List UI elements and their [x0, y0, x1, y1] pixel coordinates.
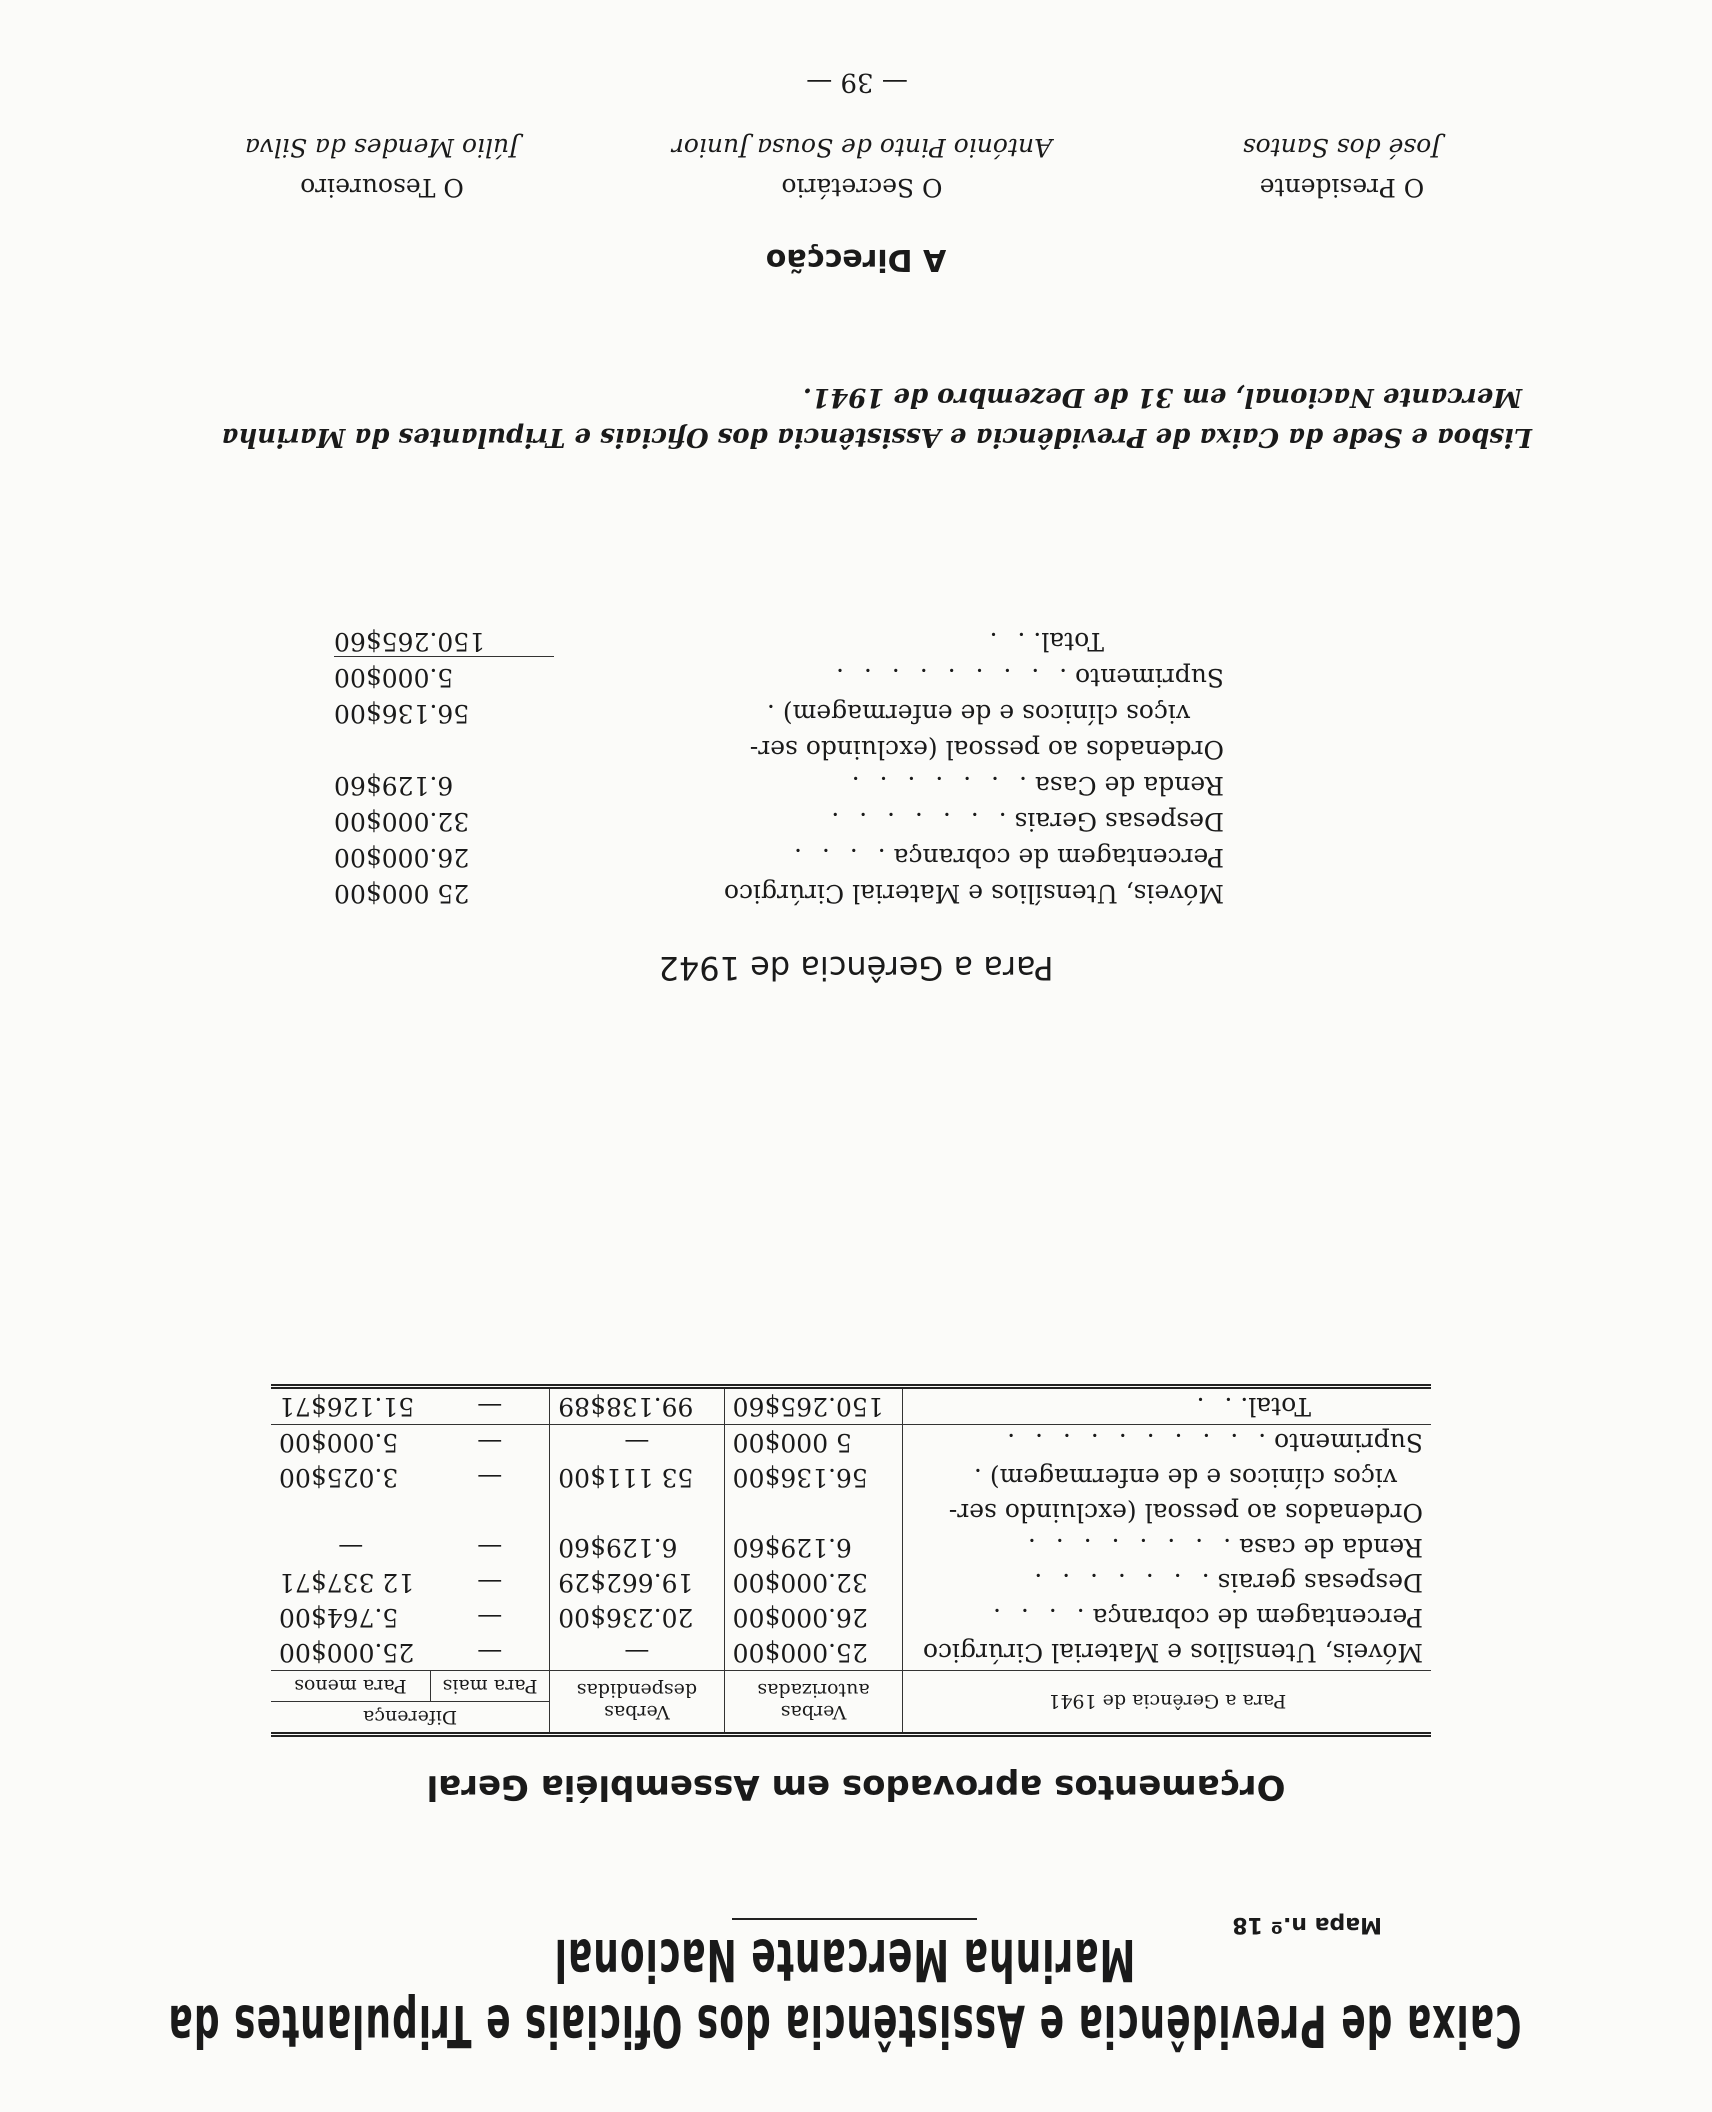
signature-name: António Pinto de Sousa Junior: [671, 133, 1053, 162]
list-item: [334, 876, 1224, 912]
cell-mais: —: [430, 1425, 549, 1461]
row-label: Renda de casa: [1239, 1533, 1423, 1562]
closing-line-2: Mercante Nacional, em 31 de Dezembro de 1941.: [802, 382, 1522, 412]
col-header-mais: Para mais: [430, 1671, 549, 1702]
col-header-despendidas: Verbas despendidas: [550, 1671, 724, 1735]
total-row: [271, 1387, 1431, 1425]
col-header-menos: Para menos: [271, 1671, 430, 1702]
divider: [732, 1918, 977, 1920]
cell-despendidas: 53 111$00: [550, 1460, 724, 1495]
page-number: — 39 —: [806, 67, 908, 97]
signature-tesoureiro: [172, 127, 592, 207]
cell-autorizadas: 32.000$00: [724, 1565, 903, 1600]
list-item: [334, 696, 1224, 732]
list-item: [334, 732, 1224, 768]
table-row: [271, 1425, 1431, 1461]
leader-dots: .: [760, 699, 775, 729]
total-label: Total.: [1033, 627, 1104, 657]
leader-dots: . . . .: [986, 1603, 1085, 1632]
budget-1942-title: Para a Gerência de 1942: [658, 949, 1054, 987]
table-row: [271, 1495, 1431, 1530]
leader-dots: .: [967, 1463, 982, 1492]
cell-despendidas: 20.236$00: [550, 1600, 724, 1635]
cell-mais: —: [430, 1460, 549, 1495]
document-header: Caixa de Previdência e Assistência dos Oficiais e Tripulantes da Marinha Mercante Nacional: [167, 1925, 1522, 2057]
direccao-heading: A Direcção: [765, 242, 947, 277]
cell-despendidas: —: [550, 1635, 724, 1671]
cell-despendidas: —: [550, 1425, 724, 1461]
row-label: Percentagem de cobrança: [1092, 1603, 1423, 1632]
table-row: [271, 1600, 1431, 1635]
item-value: 56.136$00: [334, 699, 470, 729]
cell-menos: 5.000$00: [279, 1428, 399, 1457]
list-item: [334, 804, 1224, 840]
signature-role: O Secretário: [781, 173, 943, 202]
leader-dots: . .: [983, 627, 1026, 657]
item-label: viços clínicos e de enfermagem): [782, 699, 1190, 729]
cell-mais: —: [430, 1635, 549, 1671]
closing-statement: [172, 377, 1532, 457]
table-row: [271, 1565, 1431, 1600]
signature-name: Júlio Mendes da Silva: [244, 133, 520, 162]
list-item: [334, 660, 1224, 696]
cell-autorizadas: 56.136$00: [724, 1460, 903, 1495]
item-value: 26.000$00: [334, 843, 470, 873]
leader-dots: . . . . . . .: [825, 807, 1007, 837]
leader-dots: . . . . . . . . .: [830, 663, 1068, 693]
closing-line-1: Lisboa e Sede da Caixa de Previdência e Assistência dos Oficiais e Tripulantes da Marinha: [221, 422, 1532, 452]
total-autorizadas: 150.265$60: [724, 1387, 903, 1425]
cell-despendidas: 19.662$29: [550, 1565, 724, 1600]
row-label: viços clínicos e de enfermagem): [989, 1463, 1397, 1492]
list-item: [334, 768, 1224, 804]
cell-menos: 12 337$71: [279, 1568, 415, 1597]
total-menos: 51.126$71: [279, 1392, 415, 1421]
leader-dots: . . . . . . .: [845, 771, 1027, 801]
approved-budgets-title: Orçamentos aprovados em Assembléia Geral: [426, 1767, 1286, 1807]
map-number: Mapa n.º 18: [1232, 1912, 1382, 1937]
signature-secretario: [652, 127, 1072, 207]
leader-dots: . . . . . . .: [1028, 1568, 1210, 1597]
leader-dots: . .: [1190, 1392, 1233, 1421]
signature-role: O Tesoureiro: [300, 173, 464, 202]
signature-role: O Presidente: [1259, 173, 1425, 202]
budget-table-1941: [271, 1384, 1431, 1737]
cell-menos: 3.025$00: [279, 1463, 399, 1492]
row-label: Móveis, Utensílios e Material Cirúrgico: [923, 1638, 1423, 1667]
cell-menos: —: [338, 1533, 364, 1562]
leader-dots: . . . . . . . . . .: [1001, 1428, 1267, 1457]
leader-dots: . . . .: [787, 843, 886, 873]
table-row: [271, 1530, 1431, 1565]
item-value: 6.129$60: [334, 771, 454, 801]
item-label: Renda de Casa: [1034, 771, 1224, 801]
leader-dots: . . . . . . . .: [1021, 1533, 1232, 1562]
list-item: [334, 840, 1224, 876]
table-row: [271, 1635, 1431, 1671]
cell-mais: —: [430, 1600, 549, 1635]
total-mais: —: [430, 1387, 549, 1425]
total-despendidas: 99.138$89: [550, 1387, 724, 1425]
item-label: Ordenados ao pessoal (excluindo ser-: [749, 735, 1224, 765]
item-label: Suprimento: [1075, 663, 1224, 693]
budget-1942-list: [334, 624, 1224, 912]
total-label: Total.: [1240, 1392, 1311, 1421]
item-label: Despesas Gerais: [1014, 807, 1224, 837]
cell-mais: —: [430, 1530, 549, 1565]
item-value: 25 000$00: [334, 879, 470, 909]
signature-name: José dos Santos: [1242, 133, 1442, 162]
row-label: Ordenados ao pessoal (excluindo ser-: [948, 1498, 1423, 1527]
col-header-diferenca: Diferença: [271, 1702, 550, 1735]
cell-despendidas: 6.129$60: [550, 1530, 724, 1565]
cell-autorizadas: 6.129$60: [724, 1530, 903, 1565]
table-row: [271, 1460, 1431, 1495]
row-label: Suprimento: [1274, 1428, 1423, 1457]
row-label: Despesas gerais: [1217, 1568, 1423, 1597]
total-value: 150.265$60: [334, 627, 554, 657]
item-value: 5.000$00: [334, 663, 454, 693]
item-label: Percentagem de cobrança: [893, 843, 1224, 873]
signature-presidente: [1132, 127, 1552, 207]
cell-autorizadas: 26.000$00: [724, 1600, 903, 1635]
col-header-autorizadas: Verbas autorizadas: [724, 1671, 903, 1735]
cell-menos: 25.000$00: [279, 1638, 415, 1667]
item-value: 32.000$00: [334, 807, 470, 837]
col-header-gerencia: Para a Gerência de 1941: [1048, 1690, 1287, 1713]
cell-menos: 5.764$00: [279, 1603, 399, 1632]
cell-autorizadas: 5 000$00: [724, 1425, 903, 1461]
total-row: [334, 624, 1224, 660]
cell-autorizadas: 25.000$00: [724, 1635, 903, 1671]
cell-mais: —: [430, 1565, 549, 1600]
item-label: Móveis, Utensílios e Material Cirúrgico: [724, 879, 1224, 909]
